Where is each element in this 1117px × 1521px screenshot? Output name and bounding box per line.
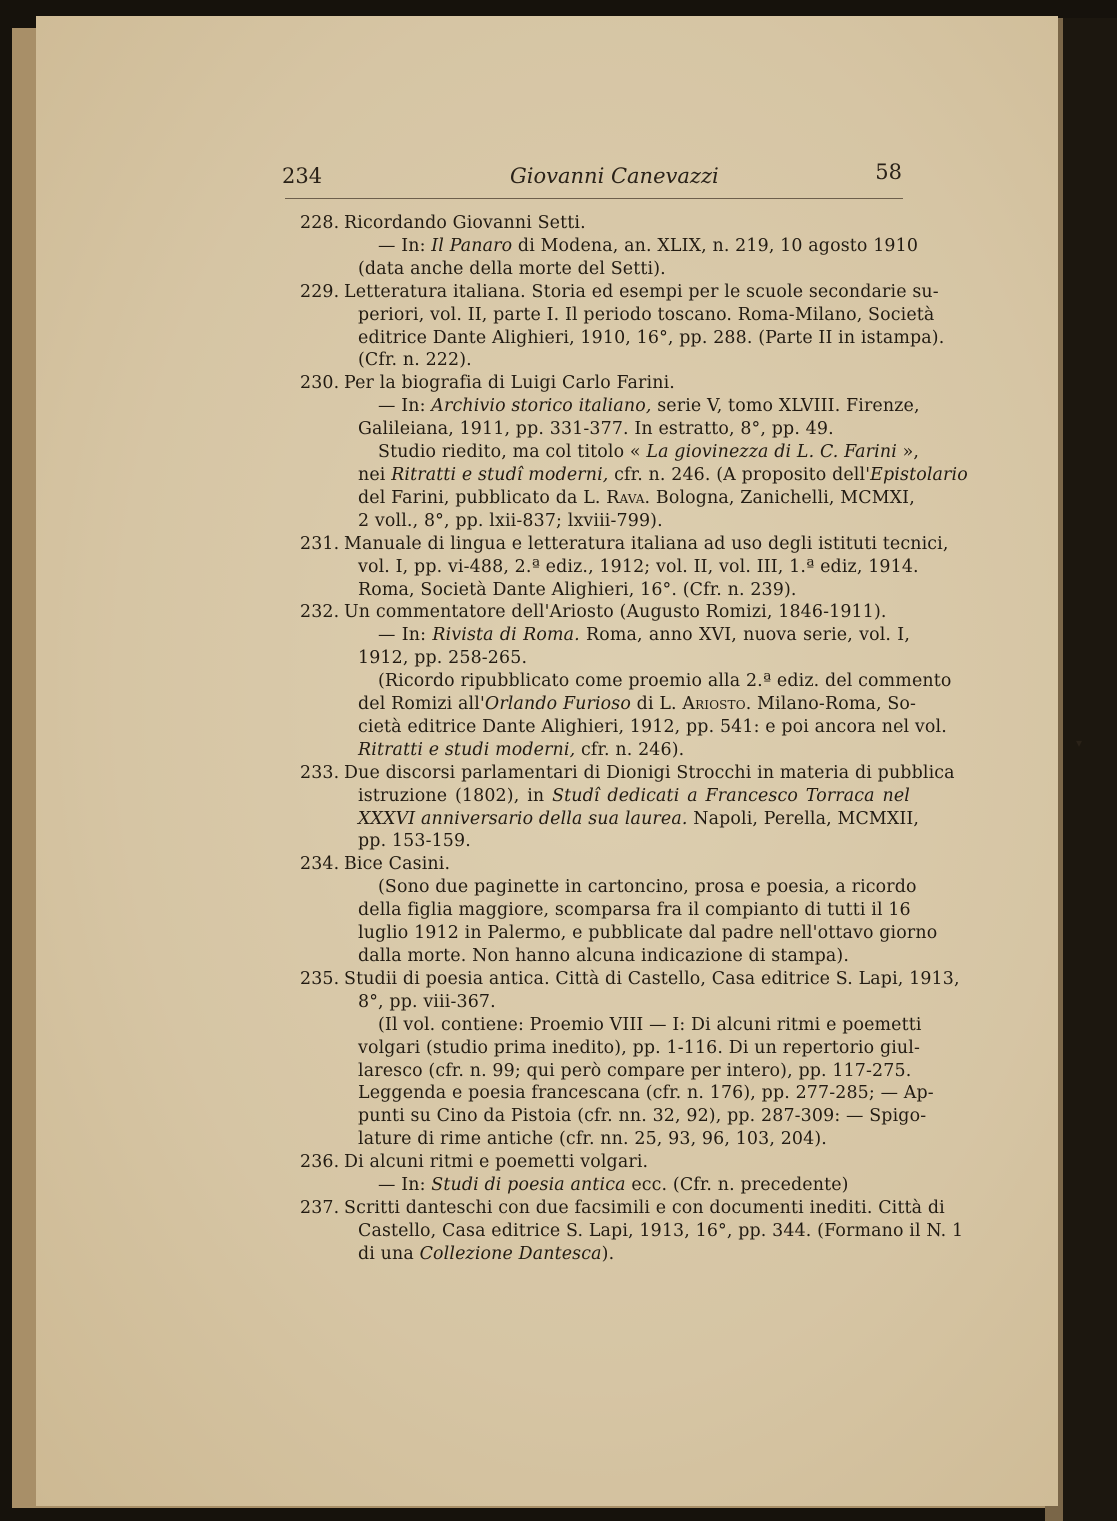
margin-mark: ▾ — [1076, 736, 1083, 750]
entry-number: 234. — [300, 854, 340, 875]
entry-number: 230. — [300, 373, 340, 394]
entry-235: 235. Studii di poesia antica. Città di Castello, Casa editrice S. Lapi, 1913, 8°, pp. viii-367. (Il vol. contiene: Proemio VIII — I: Di alcuni ritmi e poemetti volgari (studio prima inedito), pp. 1-116. Di un repertorio giul- laresco (cfr. n. 99; qui però compare per intero), pp. 117-275. Leggenda e poesia francescana (cfr. n. 176), pp. 277-285; — Ap- punti su Cino da Pistoia (cfr. nn. 32, 92), pp. 287-309: — Spigo- lature di rime antiche (cfr. nn. 25, 93, 96, 103, 204). — [300, 968, 960, 1150]
header-rule — [285, 198, 903, 199]
page-number-left: 234 — [282, 164, 323, 188]
running-title: Giovanni Canevazzi — [510, 164, 719, 188]
entry-230: 230. Per la biografia di Luigi Carlo Farini. — In: Archivio storico italiano, serie V, tomo XLVIII. Firenze, Galileiana, 1911, pp. 331-377. In estratto, 8°, pp. 49. Studio riedito, ma col titolo « La giovinezza di L. C. Farini », nei Ritratti e studî moderni, cfr. n. 246. (A proposito dell'Epistolario del Farini, pubblicato da L. Rava. Bologna, Zanichelli, MCMXI, 2 voll., 8°, pp. lxii-837; lxviii-799). — [300, 373, 968, 531]
entry-number: 237. — [300, 1197, 340, 1218]
bibliography-list — [300, 212, 968, 1266]
entry-number: 229. — [300, 281, 340, 302]
entry-233: 233. Due discorsi parlamentari di Dionigi Strocchi in materia di pubblica istruzione (1802), in Studî dedicati a Francesco Torraca nel XXXVI anniversario della sua laurea. Napoli, Perella, MCMXII, pp. 153-159. — [300, 762, 955, 852]
entry-number: 232. — [300, 602, 340, 623]
entry-236: 236. Di alcuni ritmi e poemetti volgari. — In: Studi di poesia antica ecc. (Cfr. n. precedente) — [300, 1152, 849, 1196]
entry-228: 228. Ricordando Giovanni Setti. — In: Il Panaro di Modena, an. XLIX, n. 219, 10 agosto 1910 (data anche della morte del Setti). — [300, 213, 919, 279]
running-header — [282, 160, 902, 200]
entry-number: 233. — [300, 762, 340, 783]
entry-232: 232. Un commentatore dell'Ariosto (Augusto Romizi, 1846-1911). — In: Rivista di Roma. Roma, anno XVI, nuova serie, vol. I, 1912, pp. 258-265. (Ricordo ripubblicato come proemio alla 2.ª ediz. del commento del Romizi all'Orlando Furioso di L. Ariosto. Milano-Roma, So- cietà editrice Dante Alighieri, 1912, pp. 541: e poi ancora nel vol. Ritratti e studi moderni, cfr. n. 246). — [300, 602, 952, 760]
entry-number: 231. — [300, 533, 340, 554]
entry-237: 237. Scritti danteschi con due facsimili e con documenti inediti. Città di Castello, Casa editrice S. Lapi, 1913, 16°, pp. 344. (Formano il N. 1 di una Collezione Dantesca). — [300, 1197, 964, 1264]
page-number-right: 58 — [875, 160, 902, 184]
entry-number: 236. — [300, 1152, 340, 1173]
entry-number: 235. — [300, 968, 340, 989]
entry-231: 231. Manuale di lingua e letteratura italiana ad uso degli istituti tecnici, vol. I, pp. vi-488, 2.ª ediz., 1912; vol. II, vol. III, 1.ª ediz, 1914. Roma, Società Dante Alighieri, 16°. (Cfr. n. 239). — [300, 533, 949, 600]
entry-234: 234. Bice Casini. (Sono due paginette in cartoncino, prosa e poesia, a ricordo della figlia maggiore, scomparsa fra il compianto di tutti il 16 luglio 1912 in Palermo, e pubblicate dal padre nell'ottavo giorno dalla morte. Non hanno alcuna indicazione di stampa). — [300, 854, 938, 966]
entry-229: 229. Letteratura italiana. Storia ed esempi per le scuole secondarie su- periori, vol. II, parte I. Il periodo toscano. Roma-Milano, Società editrice Dante Alighieri, 1910, 16°, pp. 288. (Parte II in istampa). (Cfr. n. 222). — [300, 281, 945, 371]
entry-number: 228. — [300, 213, 340, 233]
